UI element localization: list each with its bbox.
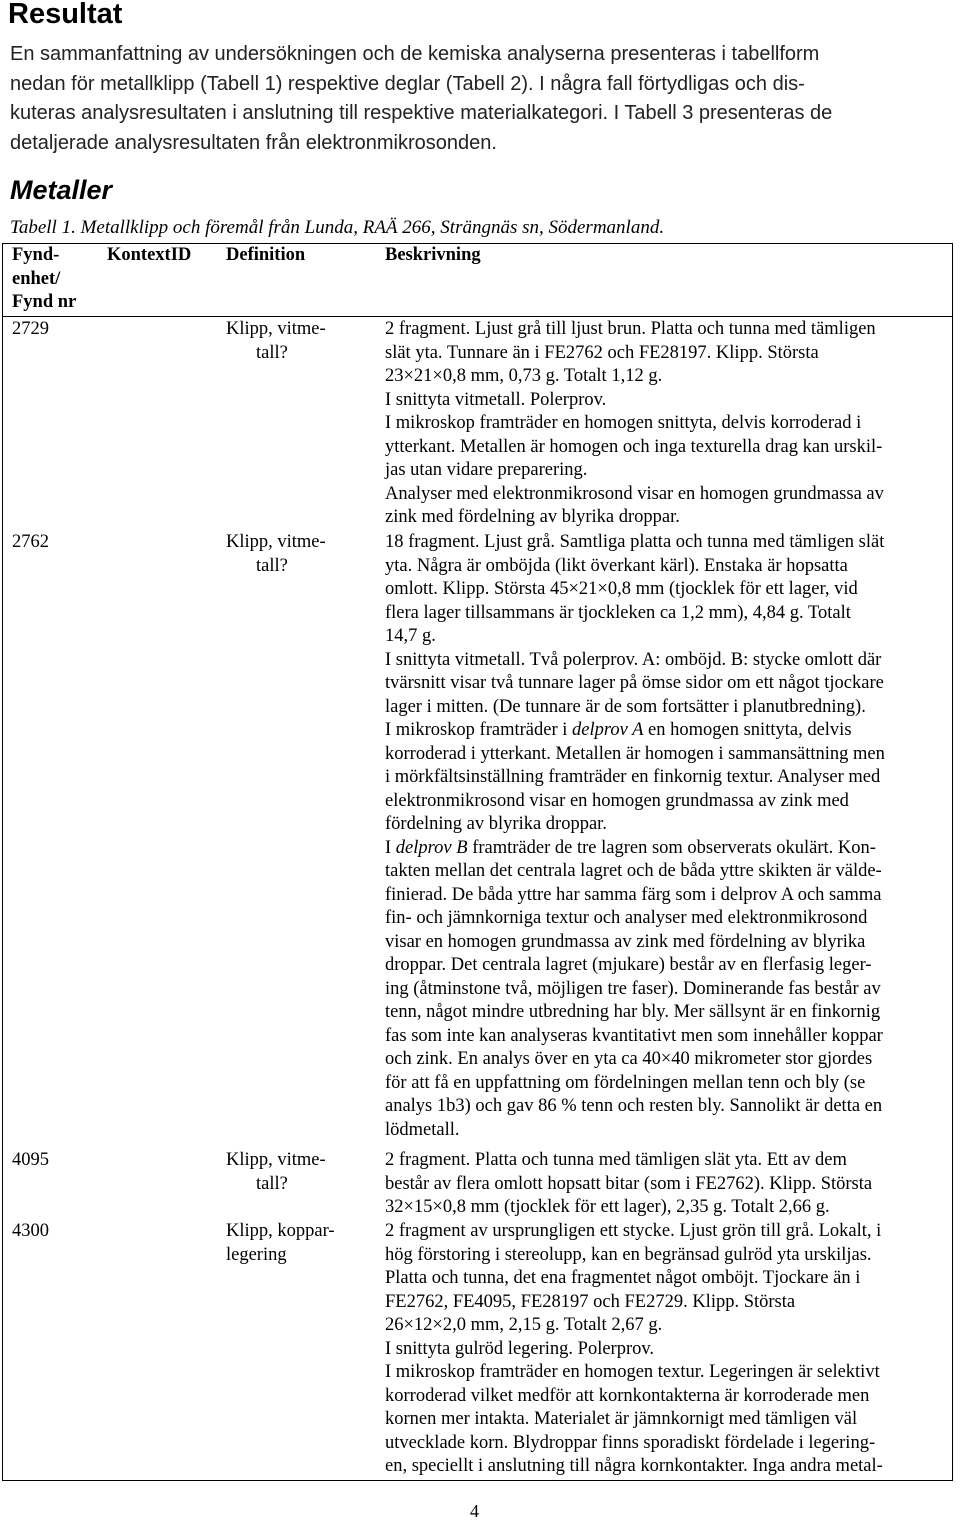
description-line: 2 fragment. Ljust grå till ljust brun. Platta och tunna med tämligen bbox=[385, 319, 876, 339]
description-line: visar en homogen grundmassa av zink med fördelning av blyrika bbox=[385, 931, 866, 952]
definition-line: tall? bbox=[256, 1173, 288, 1194]
definition-line: Klipp, koppar- bbox=[226, 1221, 335, 1241]
cell-definition bbox=[226, 1149, 326, 1196]
italic-term: delprov A bbox=[572, 720, 644, 740]
cell-fynd-nr: 2729 bbox=[12, 319, 49, 339]
header-kontextid: KontextID bbox=[107, 245, 192, 265]
description-line: ytterkant. Metallen är homogen och inga texturella drag kan urskil- bbox=[385, 436, 883, 457]
header-beskrivning: Beskrivning bbox=[385, 245, 481, 265]
subsection-heading: Metaller bbox=[10, 175, 113, 205]
cell-description bbox=[385, 318, 950, 530]
description-line: I snittyta vitmetall. Två polerprov. A: omböjd. B: stycke omlott där bbox=[385, 649, 882, 670]
table-bottom-border bbox=[2, 1480, 952, 1481]
cell-description bbox=[385, 531, 950, 1142]
description-line: omlott. Klipp. Största 45×21×0,8 mm (tjocklek för ett lager, vid bbox=[385, 579, 858, 599]
header-fynd-line: enhet/ bbox=[12, 268, 61, 289]
description-line: 26×12×2,0 mm, 2,15 g. Totalt 2,67 g. bbox=[385, 1315, 663, 1335]
description-line: 23×21×0,8 mm, 0,73 g. Totalt 1,12 g. bbox=[385, 366, 663, 386]
description-line: finierad. De båda yttre har samma färg som i delprov A och samma bbox=[385, 884, 882, 905]
description-line: för att få en uppfattning om fördelningen mellan tenn och bly (se bbox=[385, 1072, 866, 1093]
cell-fynd-nr: 4095 bbox=[12, 1150, 49, 1170]
description-line: zink med fördelning av blyrika droppar. bbox=[385, 507, 680, 527]
description-line: och zink. En analys över en yta ca 40×40 mikrometer stor gjordes bbox=[385, 1049, 873, 1069]
header-fynd-line: Fynd- bbox=[12, 245, 60, 265]
description-line: I mikroskop framträder i delprov A en homogen snittyta, delvis bbox=[385, 720, 852, 740]
description-line: består av flera omlott hopsatt bitar (som i FE2762). Klipp. Största bbox=[385, 1173, 873, 1194]
description-line: 32×15×0,8 mm (tjocklek för ett lager), 2,35 g. Totalt 2,66 g. bbox=[385, 1197, 830, 1217]
description-line: en, speciellt i anslutning till några kornkontakter. Inga andra metal- bbox=[385, 1456, 883, 1476]
description-line: analys 1b3) och gav 86 % tenn och resten bly. Sannolikt är detta en bbox=[385, 1096, 883, 1116]
description-line: fin- och jämnkorniga textur och analyser med elektronmikrosond bbox=[385, 908, 868, 928]
description-line: 2 fragment av ursprungligen ett stycke. Ljust grön till grå. Lokalt, i bbox=[385, 1221, 882, 1241]
description-line: yta. Några är omböjda (likt överkant kärl). Enstaka är hopsatta bbox=[385, 555, 848, 576]
description-line: I snittyta vitmetall. Polerprov. bbox=[385, 389, 607, 410]
table-right-border bbox=[952, 243, 953, 1481]
description-line: droppar. Det centrala lagret (mjukare) består av en flerfasig leger- bbox=[385, 955, 872, 975]
description-line: fas som inte kan analyseras kvantitativt men som innehåller koppar bbox=[385, 1025, 883, 1046]
cell-definition bbox=[226, 531, 326, 578]
description-line: slät yta. Tunnare än i FE2762 och FE28197. Klipp. Största bbox=[385, 342, 819, 363]
description-line: Analyser med elektronmikrosond visar en homogen grundmassa av bbox=[385, 483, 884, 504]
cell-fynd-nr: 2762 bbox=[12, 532, 49, 552]
cell-description bbox=[385, 1220, 950, 1479]
description-line: tvärsnitt visar två tunnare lager på ömse sidor om ett något tjockare bbox=[385, 673, 884, 693]
description-line: korroderad i ytterkant. Metallen är homogen i sammansättning men bbox=[385, 743, 885, 764]
description-line: hög förstoring i stereolupp, kan en begränsad gulröd yta urskiljas. bbox=[385, 1244, 872, 1265]
section-heading: Resultat bbox=[8, 0, 123, 30]
description-line: ing (åtminstone två, möjligen tre faser). Dominerande fas består av bbox=[385, 978, 881, 999]
description-line: lager i mitten. (De tunnare är de som fortsätter i planutbredning). bbox=[385, 696, 866, 717]
table-header-border bbox=[2, 316, 952, 317]
description-line: Platta och tunna, det ena fragmentet något omböjt. Tjockare än i bbox=[385, 1268, 861, 1288]
description-line: jas utan vidare preparering. bbox=[385, 460, 588, 480]
cell-definition bbox=[226, 318, 326, 365]
description-line: 14,7 g. bbox=[385, 626, 436, 646]
page-number: 4 bbox=[470, 1501, 479, 1521]
description-line: I mikroskop framträder en homogen snittyta, delvis korroderad i bbox=[385, 413, 862, 433]
description-line: I mikroskop framträder en homogen textur. Legeringen är selektivt bbox=[385, 1362, 880, 1382]
definition-line: Klipp, vitme- bbox=[226, 1150, 326, 1170]
description-line: flera lager tillsammans är tjockleken ca 1,2 mm), 4,84 g. Totalt bbox=[385, 602, 851, 623]
header-fynd-line: Fynd nr bbox=[12, 292, 77, 312]
description-line: 18 fragment. Ljust grå. Samtliga platta och tunna med tämligen slät bbox=[385, 532, 885, 552]
description-line: 2 fragment. Platta och tunna med tämligen slät yta. Ett av dem bbox=[385, 1150, 847, 1170]
definition-line: Klipp, vitme- bbox=[226, 319, 326, 339]
intro-line: En sammanfattning av undersökningen och de kemiska analyserna presenteras i tabellform bbox=[10, 43, 820, 65]
italic-term: delprov B bbox=[395, 837, 468, 858]
description-line: tenn, något mindre utbredning har bly. Mer sällsynt är en finkornig bbox=[385, 1002, 881, 1022]
description-line: lödmetall. bbox=[385, 1119, 460, 1140]
definition-line: Klipp, vitme- bbox=[226, 532, 326, 552]
header-fynd bbox=[12, 244, 76, 315]
description-line: korroderad vilket medför att kornkontakterna är korroderade men bbox=[385, 1385, 870, 1406]
cell-definition bbox=[226, 1220, 335, 1267]
description-line: i mörkfältsinställning framträder en finkornig textur. Analyser med bbox=[385, 767, 881, 787]
description-line: kornen mer intakta. Materialet är jämnkornigt med tämligen väl bbox=[385, 1409, 858, 1429]
description-line: utvecklade korn. Blydroppar finns sporadiskt fördelade i legering- bbox=[385, 1432, 876, 1453]
header-definition: Definition bbox=[226, 245, 306, 265]
cell-description bbox=[385, 1149, 950, 1220]
description-line: I delprov B framträder de tre lagren som observerats okulärt. Kon- bbox=[385, 837, 876, 858]
description-line: FE2762, FE4095, FE28197 och FE2729. Klipp. Största bbox=[385, 1291, 796, 1312]
cell-fynd-nr: 4300 bbox=[12, 1221, 49, 1241]
description-line: takten mellan det centrala lagret och de båda yttre skikten är välde- bbox=[385, 861, 882, 881]
intro-line: kuteras analysresultaten i anslutning till respektive materialkategori. I Tabell 3 presenteras de bbox=[10, 102, 833, 124]
table-left-border bbox=[2, 243, 3, 1481]
description-line: fördelning av blyrika droppar. bbox=[385, 814, 607, 834]
definition-line: legering bbox=[226, 1244, 287, 1265]
definition-line: tall? bbox=[256, 555, 288, 576]
definition-line: tall? bbox=[256, 342, 288, 363]
intro-line: nedan för metallklipp (Tabell 1) respektive deglar (Tabell 2). I några fall förtydligas och dis- bbox=[10, 72, 805, 95]
table-caption: Tabell 1. Metallklipp och föremål från Lunda, RAÄ 266, Strängnäs sn, Södermanland. bbox=[10, 217, 665, 238]
intro-line: detaljerade analysresultaten från elektronmikrosonden. bbox=[10, 131, 497, 154]
description-line: elektronmikrosond visar en homogen grundmassa av zink med bbox=[385, 790, 849, 811]
description-line: I snittyta gulröd legering. Polerprov. bbox=[385, 1338, 655, 1359]
